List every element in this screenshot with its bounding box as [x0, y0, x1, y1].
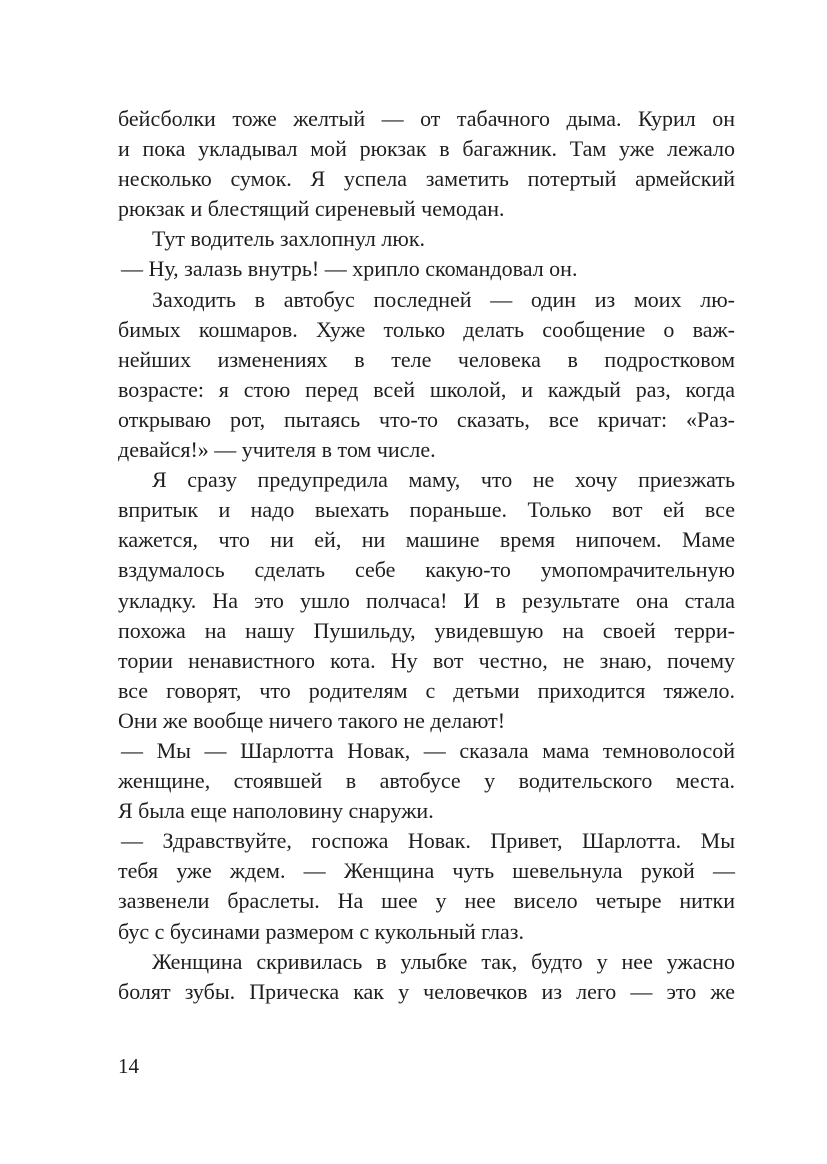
text-line: женщине, стоявшей в автобусе у водительского места.	[118, 768, 735, 794]
text-line: бус с бусинами размером с кукольный глаз.	[118, 918, 524, 944]
text-line: все говорят, что родителям с детьми приходится тяжело.	[118, 677, 735, 703]
text-line: зазвенели браслеты. На шее у нее висело четыре нитки	[118, 888, 735, 914]
text-line: возрасте: я стою перед всей школой, и каждый раз, когда	[118, 376, 735, 402]
text-line: кажется, что ни ей, ни машине время нипочем. Маме	[118, 527, 735, 553]
text-line: бейсболки тоже желтый — от табачного дыма. Курил он	[118, 106, 735, 131]
text-line: тебя уже ждем. — Женщина чуть шевельнула рукой —	[118, 858, 735, 884]
text-line: — Ну, залазь внутрь! — хрипло скомандовал он.	[121, 256, 578, 282]
text-line: Я сразу предупредила маму, что не хочу приезжать	[152, 467, 735, 493]
text-line: девайся!» — учителя в том числе.	[118, 437, 436, 463]
book-page-text	[118, 104, 735, 1007]
text-line: и пока укладывал мой рюкзак в багажник. Там уже лежало	[118, 136, 735, 162]
text-line: впритык и надо выехать пораньше. Только вот ей все	[118, 497, 735, 523]
text-line: Заходить в автобус последней — один из моих лю-	[152, 286, 735, 312]
text-line: вздумалось сделать себе какую-то умопомрачительную	[118, 557, 735, 583]
page-number: 14	[118, 1054, 139, 1078]
text-line: похожа на нашу Пушильду, увидевшую на своей терри-	[118, 617, 735, 643]
text-line: несколько сумок. Я успела заметить потертый армейский	[118, 166, 735, 192]
text-line: Тут водитель захлопнул люк.	[152, 226, 426, 252]
text-line: нейших изменениях в теле человека в подростковом	[118, 346, 735, 372]
text-line: Я была еще наполовину снаружи.	[118, 798, 434, 824]
text-line: Женщина скривилась в улыбке так, будто у нее ужасно	[152, 948, 735, 974]
text-line: укладку. На это ушло полчаса! И в результате она стала	[118, 587, 735, 613]
text-line: — Мы — Шарлотта Новак, — сказала мама темноволосой	[121, 737, 735, 763]
text-line: болят зубы. Прическа как у человечков из лего — это же	[118, 978, 735, 1004]
text-line: рюкзак и блестящий сиреневый чемодан.	[118, 196, 505, 222]
text-line: тории ненавистного кота. Ну вот честно, не знаю, почему	[118, 647, 735, 673]
text-line: — Здравствуйте, госпожа Новак. Привет, Шарлотта. Мы	[121, 828, 735, 854]
text-line: Они же вообще ничего такого не делают!	[118, 707, 506, 733]
text-line: бимых кошмаров. Хуже только делать сообщение о важ-	[118, 316, 735, 342]
text-line: открываю рот, пытаясь что-то сказать, все кричат: «Раз-	[118, 406, 735, 432]
